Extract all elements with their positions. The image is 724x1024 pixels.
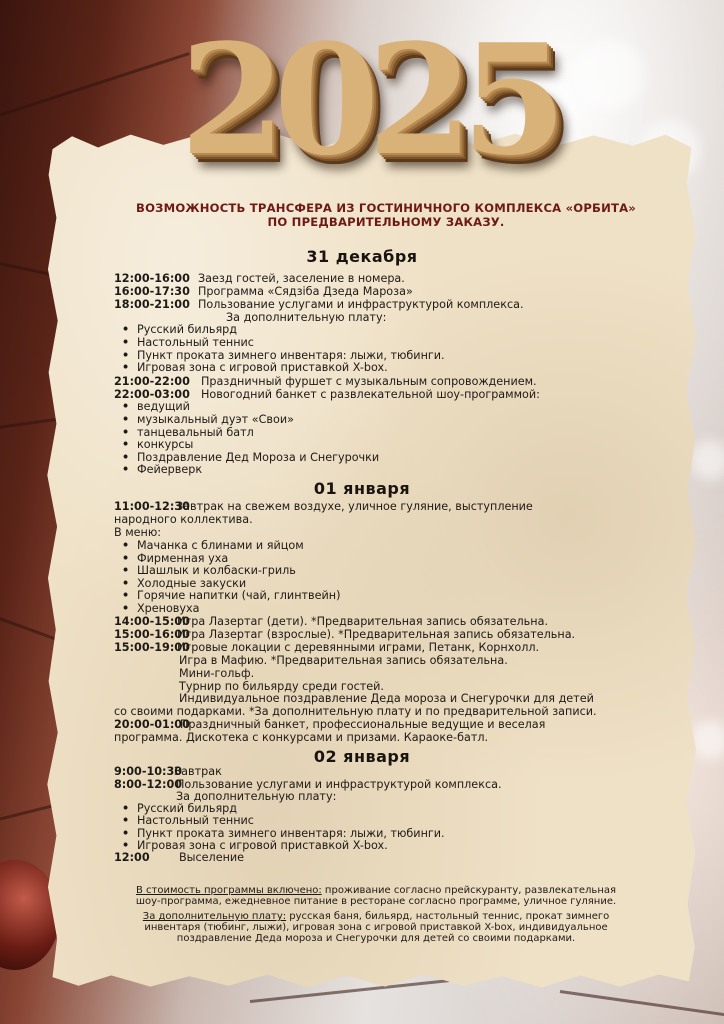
- event: Новогодний банкет с развлекательной шоу-программой:: [201, 388, 540, 401]
- list-item: • Русский бильярд: [137, 803, 237, 816]
- list-item: • конкурсы: [137, 439, 193, 452]
- time: 16:00-17:30: [114, 285, 190, 298]
- extra-text-line3: поздравление Деда мороза и Снегурочки для детей со своими подарками.: [176, 933, 576, 944]
- time: 21:00-22:00: [114, 375, 190, 388]
- menu-label: В меню:: [114, 526, 162, 539]
- extra-text: русская баня, бильярд, настольный теннис, прокат зимнего: [286, 911, 610, 922]
- paid-label: За дополнительную плату:: [176, 790, 337, 803]
- schedule-row: [114, 376, 537, 389]
- event: Праздничный фуршет с музыкальным сопровождением.: [201, 375, 537, 388]
- event-continuation: со своими подарками. *За дополнительную плату и по предварительной записи.: [114, 705, 597, 718]
- extra-label: За дополнительную плату:: [142, 911, 287, 922]
- list-item: • Шашлык и колбаски-гриль: [137, 565, 296, 578]
- event: Пользование услугами и инфраструктурой комплекса.: [198, 298, 524, 311]
- event-continuation: Мини-гольф.: [179, 667, 255, 680]
- list-item: • Фирменная уха: [137, 553, 228, 566]
- event-continuation: народного коллектива.: [114, 513, 253, 526]
- event: Программа «Сядзіба Дзеда Мароза»: [198, 285, 413, 298]
- extra-text-line2: инвентаря (тюбинг, лыжи), игровая зона с игровой приставкой X-box, индивидуальное: [144, 922, 608, 933]
- schedule-row: [114, 852, 244, 865]
- included-note: [96, 885, 656, 907]
- time: 20:00-01:00: [114, 718, 190, 731]
- time: 12:00: [114, 851, 150, 864]
- event: Завтрак на свежем воздухе, уличное гуляние, выступление: [176, 500, 533, 513]
- event: Праздничный банкет, профессиональные ведущие и веселая: [180, 718, 546, 731]
- event: Выселение: [179, 851, 245, 864]
- transfer-notice-line1: ВОЗМОЖНОСТЬ ТРАНСФЕРА ИЗ ГОСТИНИЧНОГО КОМПЛЕКСА «ОРБИТА»: [136, 201, 636, 215]
- list-item: • Фейерверк: [137, 464, 202, 477]
- event-continuation: Турнир по бильярду среди гостей.: [179, 680, 384, 693]
- list-item: • Холодные закуски: [137, 578, 246, 591]
- list-item: • Пункт проката зимнего инвентаря: лыжи, тюбинги.: [137, 350, 445, 363]
- list-item: • Игровая зона с игровой приставкой X-box.: [137, 840, 388, 853]
- schedule-row: [114, 642, 539, 655]
- event: Игра Лазертаг (дети). *Предварительная запись обязательна.: [177, 615, 549, 628]
- day-heading-jan02: 02 января: [313, 747, 411, 766]
- schedule-row: [114, 286, 413, 299]
- list-item: • Игровая зона с игровой приставкой X-box.: [137, 362, 388, 375]
- time: 8:00-12:00: [114, 778, 183, 791]
- paid-label: За дополнительную плату:: [226, 311, 387, 324]
- transfer-notice-line2: ПО ПРЕДВАРИТЕЛЬНОМУ ЗАКАЗУ.: [267, 215, 505, 229]
- transfer-notice: [96, 201, 676, 229]
- time: 18:00-21:00: [114, 298, 190, 311]
- list-item: • Хреновуха: [137, 603, 200, 616]
- time: 22:00-03:00: [114, 388, 190, 401]
- event: Игровые локации с деревянными играми, Петанк, Корнхолл.: [177, 641, 540, 654]
- list-item: • Горячие напитки (чай, глинтвейн): [137, 590, 340, 603]
- time: 15:00-19:00: [114, 641, 190, 654]
- list-item: • музыкальный дуэт «Свои»: [137, 414, 294, 427]
- list-item: • Настольный теннис: [137, 337, 254, 350]
- included-text: проживание согласно прейскуранту, развлекательная: [321, 885, 617, 896]
- event: Заезд гостей, заселение в номера.: [198, 272, 405, 285]
- included-text-line2: шоу-программа, ежедневное питание в ресторане согласно программе, уличное гуляние.: [135, 896, 617, 907]
- extra-note: [96, 911, 656, 944]
- schedule-row: [114, 766, 222, 779]
- list-item: • Мачанка с блинами и яйцом: [137, 540, 304, 553]
- included-label: В стоимость программы включено:: [135, 885, 322, 896]
- schedule-row: [114, 501, 533, 514]
- event-continuation: Индивидуальное поздравление Деда мороза и Снегурочки для детей: [179, 692, 594, 705]
- time: 12:00-16:00: [114, 272, 190, 285]
- list-item: • Поздравление Дед Мороза и Снегурочки: [137, 452, 379, 465]
- event: Завтрак: [174, 765, 222, 778]
- schedule-row: [114, 273, 405, 286]
- event-continuation: программа. Дискотека с конкурсами и призами. Караоке-батл.: [114, 731, 489, 744]
- time: 14:00-15:00: [114, 615, 190, 628]
- event: Игра Лазертаг (взрослые). *Предварительная запись обязательна.: [177, 628, 576, 641]
- time: 9:00-10:30: [114, 765, 183, 778]
- event: Пользование услугами и инфраструктурой комплекса.: [176, 778, 502, 791]
- time: 11:00-12:30: [114, 500, 190, 513]
- year-heading: 2025: [180, 10, 556, 189]
- list-item: • Пункт проката зимнего инвентаря: лыжи, тюбинги.: [137, 828, 445, 841]
- list-item: • Настольный теннис: [137, 815, 254, 828]
- day-heading-dec31: 31 декабря: [306, 247, 418, 266]
- list-item: • Русский бильярд: [137, 324, 237, 337]
- schedule-row: [114, 719, 545, 732]
- list-item: • ведущий: [137, 401, 190, 414]
- schedule-row: [114, 629, 575, 642]
- time: 15:00-16:00: [114, 628, 190, 641]
- day-heading-jan01: 01 января: [313, 479, 411, 498]
- event-continuation: Игра в Мафию. *Предварительная запись обязательна.: [179, 654, 508, 667]
- schedule-row: [114, 299, 524, 312]
- list-item: • танцевальный батл: [137, 427, 254, 440]
- schedule-row: [114, 616, 548, 629]
